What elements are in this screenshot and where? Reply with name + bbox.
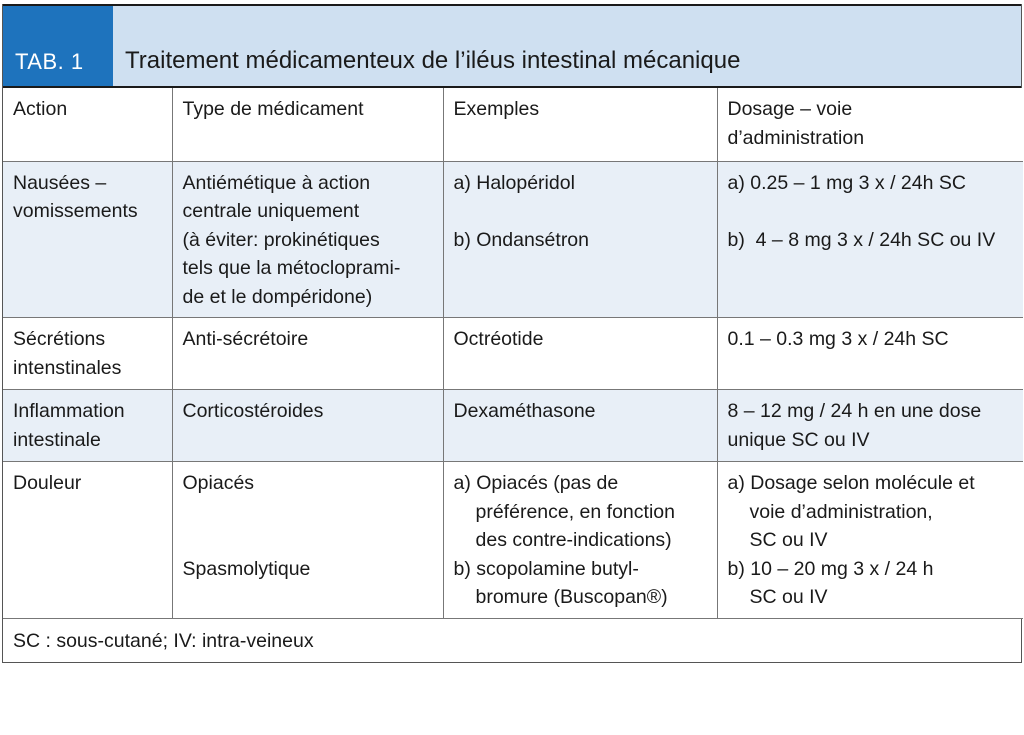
- column-header-line: Type de médicament: [182, 98, 364, 120]
- cell-line: tels que la métocloprami-: [182, 257, 401, 279]
- column-header-line: d’administration: [727, 126, 865, 149]
- cell-line: intenstinales: [13, 356, 122, 379]
- cell-line: de et le dompéridone): [182, 285, 373, 308]
- cell-action: [3, 161, 172, 318]
- cell-line: Spasmolytique: [182, 557, 311, 580]
- cell-examples: [443, 318, 717, 390]
- treatment-table: [3, 88, 1023, 619]
- cell-dosage: [717, 462, 1023, 619]
- table-row: [3, 161, 1023, 318]
- table-figure: [2, 4, 1022, 663]
- table-title: [113, 6, 1021, 86]
- cell-line: Corticostéroides: [182, 400, 324, 422]
- footnote-text: SC : sous-cutané; IV: intra-veineux: [13, 629, 314, 652]
- table-number-tab: [3, 6, 113, 86]
- cell-dosage: [717, 161, 1023, 318]
- cell-line: bromure (Buscopan®): [475, 586, 668, 608]
- column-header-line: Action: [13, 98, 68, 120]
- table-number: TAB. 1: [15, 49, 84, 74]
- table-row: [3, 318, 1023, 390]
- table-title-text: Traitement médicamenteux de l’iléus intestinal mécanique: [125, 47, 741, 74]
- cell-dosage: [717, 318, 1023, 390]
- cell-line: Octréotide: [453, 328, 544, 350]
- cell-gap: [183, 498, 435, 527]
- cell-line: Nausées –: [13, 171, 107, 194]
- cell-line: intestinale: [13, 428, 101, 451]
- cell-line: a) Dosage selon molécule et: [727, 472, 975, 494]
- column-header-line: Exemples: [453, 98, 540, 120]
- cell-line: a) Opiacés (pas de: [453, 472, 619, 494]
- cell-line: 0.1 – 0.3 mg 3 x / 24h SC: [727, 328, 949, 350]
- cell-type: [172, 462, 443, 619]
- cell-action: [3, 318, 172, 390]
- cell-type: [172, 390, 443, 462]
- cell-line: Inflammation: [13, 400, 125, 422]
- cell-line: préférence, en fonction: [475, 500, 675, 523]
- cell-action: [3, 462, 172, 619]
- cell-line: SC ou IV: [749, 586, 828, 608]
- cell-line: Anti-sécrétoire: [182, 328, 309, 350]
- column-header-examples: [443, 88, 717, 161]
- cell-dosage: [717, 390, 1023, 462]
- cell-gap: [183, 526, 435, 555]
- cell-line: Dexaméthasone: [453, 400, 596, 422]
- table-header: [3, 4, 1021, 88]
- cell-line: 8 – 12 mg / 24 h en une dose: [727, 400, 982, 422]
- cell-line: Douleur: [13, 472, 82, 494]
- cell-gap: [728, 197, 1016, 226]
- table-footnote: [3, 619, 1021, 662]
- cell-line: Opiacés: [182, 472, 255, 494]
- cell-line: Sécrétions: [13, 328, 106, 350]
- cell-line: centrale uniquement: [182, 200, 360, 222]
- cell-type: [172, 318, 443, 390]
- cell-examples: [443, 390, 717, 462]
- cell-line: a) 0.25 – 1 mg 3 x / 24h SC: [727, 171, 966, 194]
- cell-line: unique SC ou IV: [727, 428, 870, 451]
- cell-line: b) scopolamine butyl-: [453, 557, 639, 580]
- cell-line: voie d’administration,: [749, 500, 933, 523]
- cell-line: a) Halopéridol: [453, 171, 575, 194]
- column-header-dosage: [717, 88, 1023, 161]
- table-row: [3, 462, 1023, 619]
- column-header-type: [172, 88, 443, 161]
- cell-line: b) 4 – 8 mg 3 x / 24h SC ou IV: [727, 228, 996, 251]
- cell-line: (à éviter: prokinétiques: [182, 228, 380, 251]
- cell-line: SC ou IV: [749, 529, 828, 551]
- cell-line: vomissements: [13, 200, 138, 222]
- cell-type: [172, 161, 443, 318]
- table-header-row: [3, 88, 1023, 161]
- cell-gap: [454, 197, 709, 226]
- column-header-action: [3, 88, 172, 161]
- cell-line: b) Ondansétron: [453, 228, 590, 251]
- cell-examples: [443, 462, 717, 619]
- table-row: [3, 390, 1023, 462]
- cell-line: des contre-indications): [475, 529, 672, 551]
- column-header-line: Dosage – voie: [727, 98, 853, 120]
- cell-line: b) 10 – 20 mg 3 x / 24 h: [727, 557, 934, 580]
- cell-action: [3, 390, 172, 462]
- cell-examples: [443, 161, 717, 318]
- cell-line: Antiémétique à action: [182, 171, 371, 194]
